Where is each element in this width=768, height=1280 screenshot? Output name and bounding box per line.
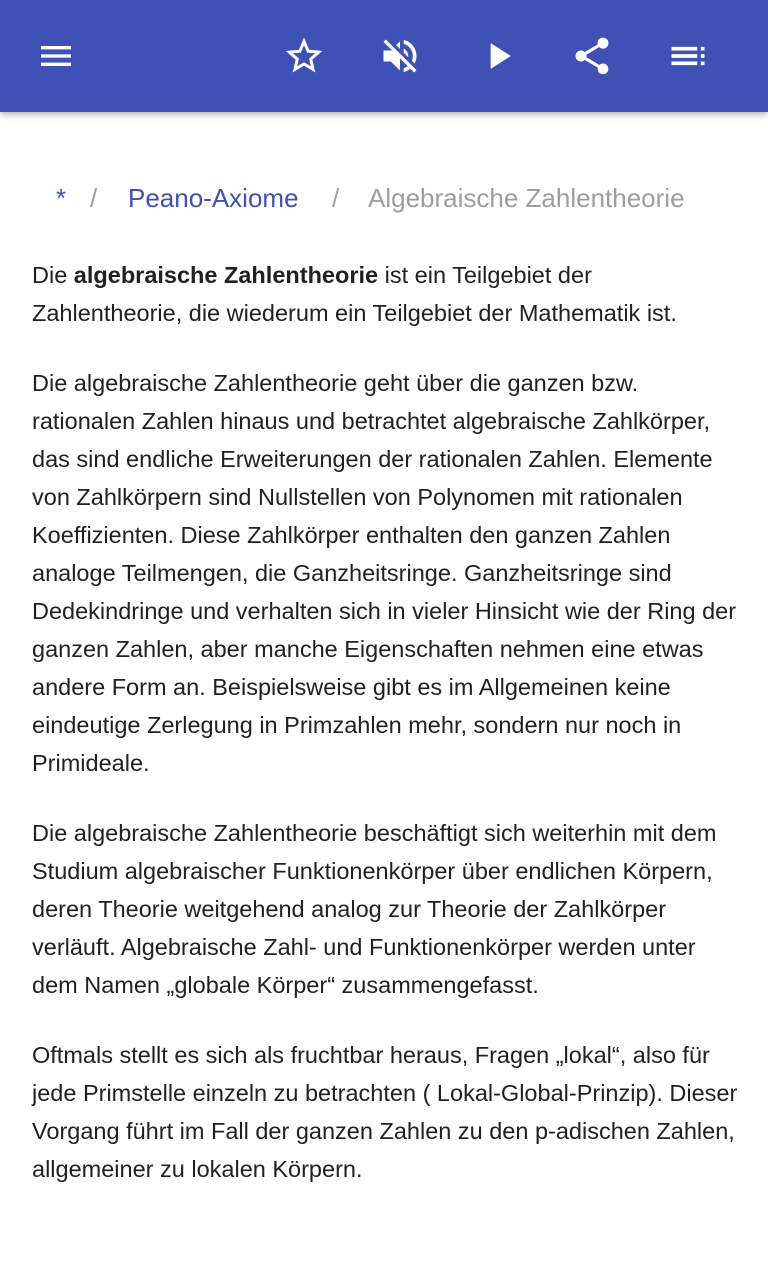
menu-icon: [36, 36, 76, 76]
star-outline-icon: [282, 34, 326, 78]
article-body: [32, 256, 744, 1220]
article-paragraph: Oftmals stellt es sich als fruchtbar heraus, Fragen „lokal“, also für jede Primstelle einzeln zu betrachten ( Lokal-Global-Prinzip). Dieser Vorgang führt im Fall der ganzen Zahlen zu den p-adischen Zahlen, allgemeiner zu lokalen Körpern.: [32, 1042, 738, 1182]
article-term: algebraische Zahlentheorie: [73, 262, 379, 288]
play-icon: [476, 34, 520, 78]
paragraph-text: ist ein Teilgebiet der Zahlentheorie, die wiederum ein Teilgebiet der Mathematik ist.: [32, 262, 677, 326]
contents-button[interactable]: [648, 16, 728, 96]
breadcrumb-current: Algebraische Zahlentheorie: [368, 183, 685, 213]
breadcrumb-root[interactable]: *: [56, 183, 67, 213]
mute-button[interactable]: [360, 16, 440, 96]
volume-off-icon: [378, 34, 422, 78]
bookmark-button[interactable]: [264, 16, 344, 96]
playlist-icon: [666, 34, 710, 78]
article-paragraph: Die algebraische Zahlentheorie geht über die ganzen bzw. rationalen Zahlen hinaus und betrachtet algebraische Zahlkörper, das sind endliche Erweiterungen der rationalen Zahlen. Elemente von Zahlkörpern sind Nullstellen von Polynomen mit rationalen Koeffizienten. Diese Zahlkörper enthalten den ganzen Zahlen analoge Teilmengen, die Ganzheitsringe. Ganzheitsringe sind Dedekindringe und verhalten sich in vieler Hinsicht wie der Ring der ganzen Zahlen, aber manche Eigenschaften nehmen eine etwas andere Form an. Beispielsweise gibt es im Allgemeinen keine eindeutige Zerlegung in Primzahlen mehr, sondern nur noch in Primideale.: [32, 370, 737, 776]
share-button[interactable]: [552, 16, 632, 96]
article-paragraph: Die algebraische Zahlentheorie beschäftigt sich weiterhin mit dem Studium algebraischer Funktionenkörper über endlichen Körpern, deren Theorie weitgehend analog zur Theorie der Zahlkörper verläuft. Algebraische Zahl- und Funktionenkörper werden unter dem Namen „globale Körper“ zusammengefasst.: [32, 820, 717, 998]
breadcrumb-parent[interactable]: Peano-Axiome: [128, 183, 299, 213]
paragraph-text: Die: [32, 262, 74, 288]
article-paragraph: [32, 256, 744, 332]
share-icon: [570, 34, 614, 78]
play-button[interactable]: [458, 16, 538, 96]
menu-button[interactable]: [16, 16, 96, 96]
breadcrumb: [0, 180, 768, 220]
app-toolbar: [0, 0, 768, 112]
breadcrumb-separator: /: [332, 183, 340, 213]
breadcrumb-separator: /: [90, 183, 98, 213]
